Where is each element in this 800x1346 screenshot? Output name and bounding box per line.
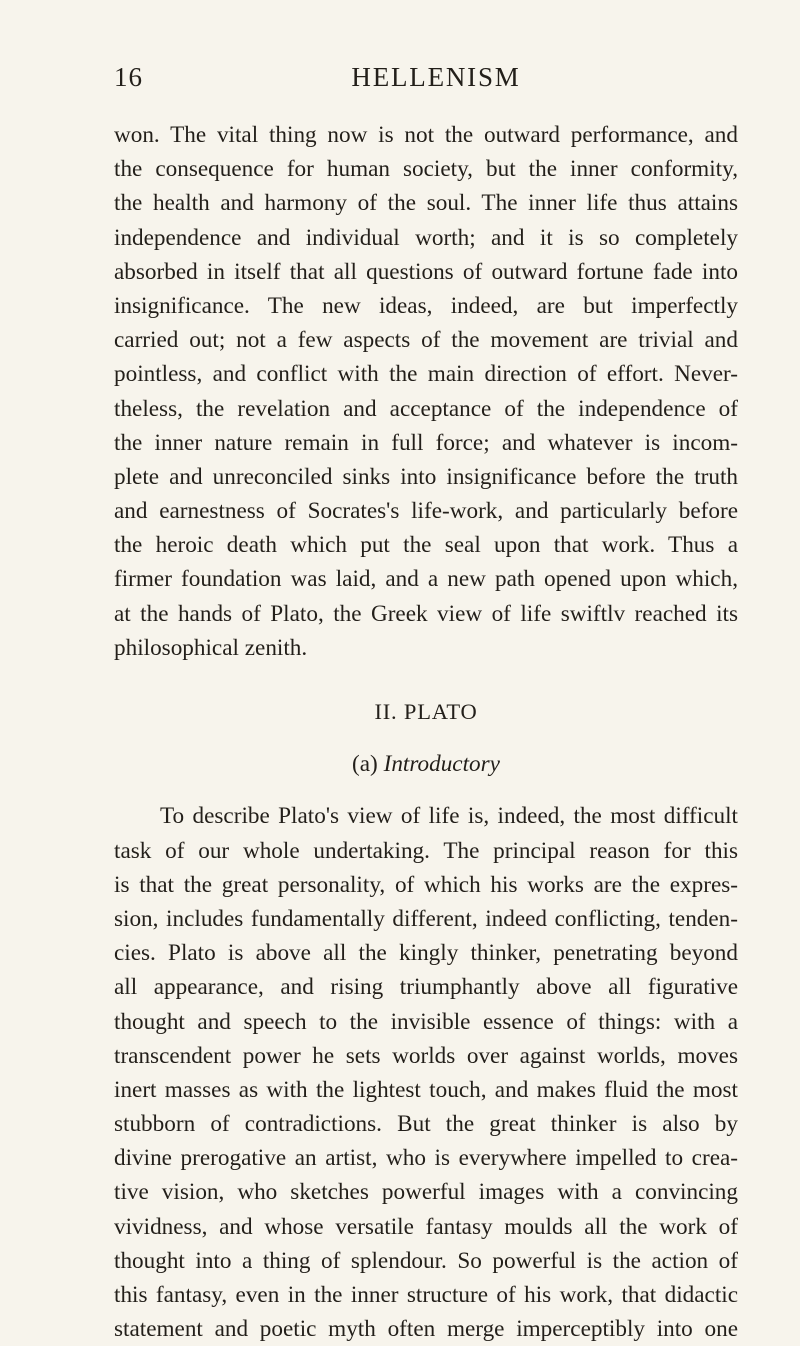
text-line: inert masses as with the lightest touch, and makes fluid the most bbox=[114, 1076, 738, 1103]
text-line: won. The vital thing now is not the outward performance, and bbox=[114, 122, 738, 148]
text-line: the inner nature remain in full force; and whatever is incom- bbox=[114, 429, 738, 456]
running-title: HELLENISM bbox=[351, 62, 521, 92]
text-line: statement and poetic myth often merge imperceptibly into one bbox=[114, 1316, 738, 1343]
text-line: sion, includes fundamentally different, indeed conflicting, tenden- bbox=[114, 905, 738, 932]
paragraph-1 bbox=[114, 118, 738, 665]
text-line: insignificance. The new ideas, indeed, are but imperfectly bbox=[114, 292, 738, 319]
text-line: the heroic death which put the seal upon that work. Thus a bbox=[114, 532, 738, 559]
text-line: plete and unreconciled sinks into insignificance before the truth bbox=[114, 463, 738, 490]
running-head bbox=[114, 62, 740, 98]
page-number: 16 bbox=[114, 62, 143, 92]
text-line: transcendent power he sets worlds over against worlds, moves bbox=[114, 1042, 738, 1069]
text-line: stubborn of contradictions. But the great thinker is also by bbox=[114, 1111, 738, 1138]
body-text bbox=[114, 118, 738, 1346]
text-line: at the hands of Plato, the Greek view of life swiftlv reached its bbox=[114, 600, 738, 627]
text-line: all appearance, and rising triumphantly above all figurative bbox=[114, 974, 738, 1001]
text-line: is that the great personality, of which his works are the expres- bbox=[114, 871, 738, 898]
text-line: task of our whole undertaking. The principal reason for this bbox=[114, 837, 738, 864]
text-line: thought and speech to the invisible essence of things: with a bbox=[114, 1008, 738, 1035]
text-line: philosophical zenith. bbox=[114, 634, 308, 661]
text-line: vividness, and whose versatile fantasy moulds all the work of bbox=[114, 1213, 738, 1240]
text-line: firmer foundation was laid, and a new path opened upon which, bbox=[114, 566, 738, 593]
text-line: and earnestness of Socrates's life-work, and particularly before bbox=[114, 498, 738, 525]
text-line: thought into a thing of splendour. So powerful is the action of bbox=[114, 1247, 738, 1274]
text-line: absorbed in itself that all questions of outward fortune fade into bbox=[114, 258, 738, 285]
section-heading: II. PLATO bbox=[374, 699, 478, 724]
text-line: the health and harmony of the soul. The inner life thus attains bbox=[114, 190, 738, 217]
subsection-heading bbox=[114, 747, 738, 781]
text-line: tive vision, who sketches powerful images with a convincing bbox=[114, 1179, 738, 1206]
text-line: the consequence for human society, but the inner conformity, bbox=[114, 156, 738, 183]
text-line: cies. Plato is above all the kingly thinker, penetrating beyond bbox=[114, 940, 738, 967]
text-line: pointless, and conflict with the main direction of effort. Never- bbox=[114, 361, 738, 388]
subsection-title: Introductory bbox=[383, 751, 500, 778]
text-line: divine prerogative an artist, who is everywhere impelled to crea- bbox=[114, 1145, 738, 1172]
text-line: To describe Plato's view of life is, indeed, the most difficult bbox=[160, 803, 738, 830]
text-line: independence and individual worth; and it is so completely bbox=[114, 224, 738, 251]
text-line: this fantasy, even in the inner structure of his work, that didactic bbox=[114, 1282, 738, 1308]
text-line: theless, the revelation and acceptance of the independence of bbox=[114, 395, 738, 422]
subsection-label: (a) bbox=[352, 751, 378, 778]
paragraph-2 bbox=[114, 799, 738, 1346]
text-line: carried out; not a few aspects of the movement are trivial and bbox=[114, 327, 738, 354]
